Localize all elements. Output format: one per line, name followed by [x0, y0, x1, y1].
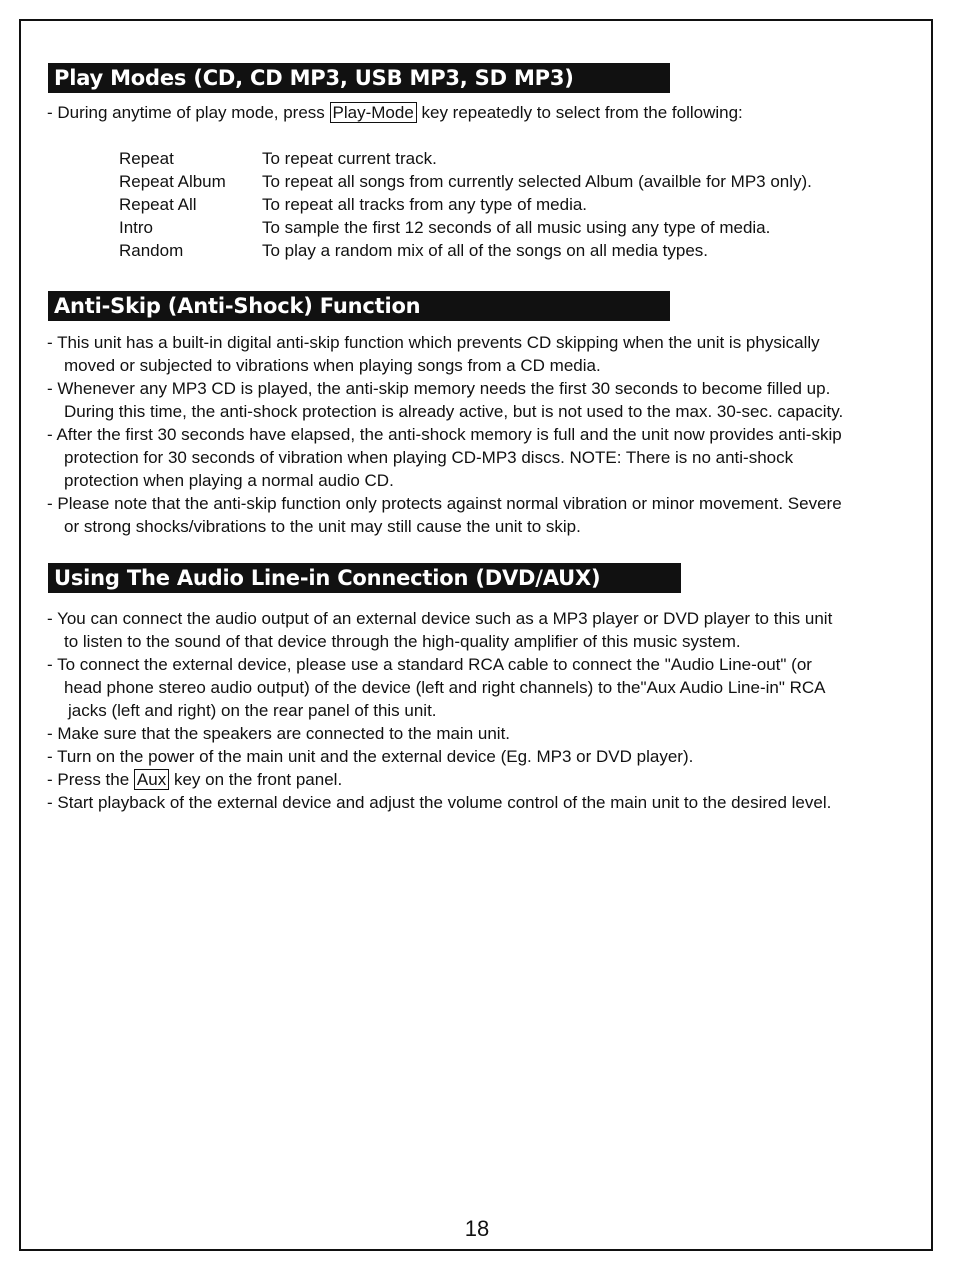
aux-line: head phone stereo audio output) of the device (left and right channels) to the"Aux Audio Line-in" RCA — [64, 678, 826, 697]
aux-line: - Turn on the power of the main unit and the external device (Eg. MP3 or DVD player). — [47, 747, 694, 766]
section-heading-audio-line-in: Using The Audio Line-in Connection (DVD/AUX) — [48, 563, 681, 593]
anti-skip-line: - This unit has a built-in digital anti-skip function which prevents CD skipping when the unit is physically — [47, 333, 820, 352]
aux-line: - You can connect the audio output of an external device such as a MP3 player or DVD player to this unit — [47, 609, 833, 628]
aux-press-line — [47, 768, 342, 791]
mode-name-random: Random — [119, 241, 184, 260]
anti-skip-line: During this time, the anti-shock protection is already active, but is not used to the max. 30-sec. capacity. — [64, 402, 844, 421]
mode-desc-intro: To sample the first 12 seconds of all music using any type of media. — [262, 218, 771, 237]
mode-desc-repeat-album: To repeat all songs from currently selected Album (availble for MP3 only). — [262, 172, 812, 191]
aux-line: - Start playback of the external device and adjust the volume control of the main unit to the desired level. — [47, 793, 832, 812]
anti-skip-line: - Please note that the anti-skip function only protects against normal vibration or minor movement. Severe — [47, 494, 842, 513]
play-mode-intro-suffix: key repeatedly to select from the following: — [416, 103, 743, 122]
aux-press-suffix: key on the front panel. — [169, 770, 343, 789]
section-heading-anti-skip: Anti-Skip (Anti-Shock) Function — [48, 291, 670, 321]
page-number: 18 — [464, 1216, 490, 1241]
play-mode-key-label: Play-Mode — [330, 102, 417, 123]
aux-line: - To connect the external device, please use a standard RCA cable to connect the "Audio Line-out" (or — [47, 655, 812, 674]
mode-name-intro: Intro — [119, 218, 154, 237]
mode-desc-repeat: To repeat current track. — [262, 149, 437, 168]
anti-skip-line: - After the first 30 seconds have elapsed, the anti-shock memory is full and the unit now provides anti-skip — [47, 425, 842, 444]
aux-line: to listen to the sound of that device through the high-quality amplifier of this music system. — [64, 632, 741, 651]
anti-skip-line: - Whenever any MP3 CD is played, the anti-skip memory needs the first 30 seconds to become filled up. — [47, 379, 831, 398]
play-mode-intro-prefix: - During anytime of play mode, press — [47, 103, 330, 122]
aux-line: jacks (left and right) on the rear panel of this unit. — [68, 701, 437, 720]
anti-skip-line: or strong shocks/vibrations to the unit may still cause the unit to skip. — [64, 517, 581, 536]
aux-key-label: Aux — [134, 769, 169, 790]
mode-name-repeat-album: Repeat Album — [119, 172, 226, 191]
mode-name-repeat-all: Repeat All — [119, 195, 197, 214]
anti-skip-line: moved or subjected to vibrations when playing songs from a CD media. — [64, 356, 601, 375]
play-mode-intro — [47, 101, 743, 124]
mode-desc-random: To play a random mix of all of the songs on all media types. — [262, 241, 709, 260]
aux-line: - Make sure that the speakers are connected to the main unit. — [47, 724, 511, 743]
mode-desc-repeat-all: To repeat all tracks from any type of media. — [262, 195, 588, 214]
mode-name-repeat: Repeat — [119, 149, 174, 168]
anti-skip-line: protection for 30 seconds of vibration when playing CD-MP3 discs. NOTE: There is no anti-shock — [64, 448, 794, 467]
aux-press-prefix: - Press the — [47, 770, 134, 789]
anti-skip-line: protection when playing a normal audio CD. — [64, 471, 394, 490]
section-heading-play-modes: Play Modes (CD, CD MP3, USB MP3, SD MP3) — [48, 63, 670, 93]
